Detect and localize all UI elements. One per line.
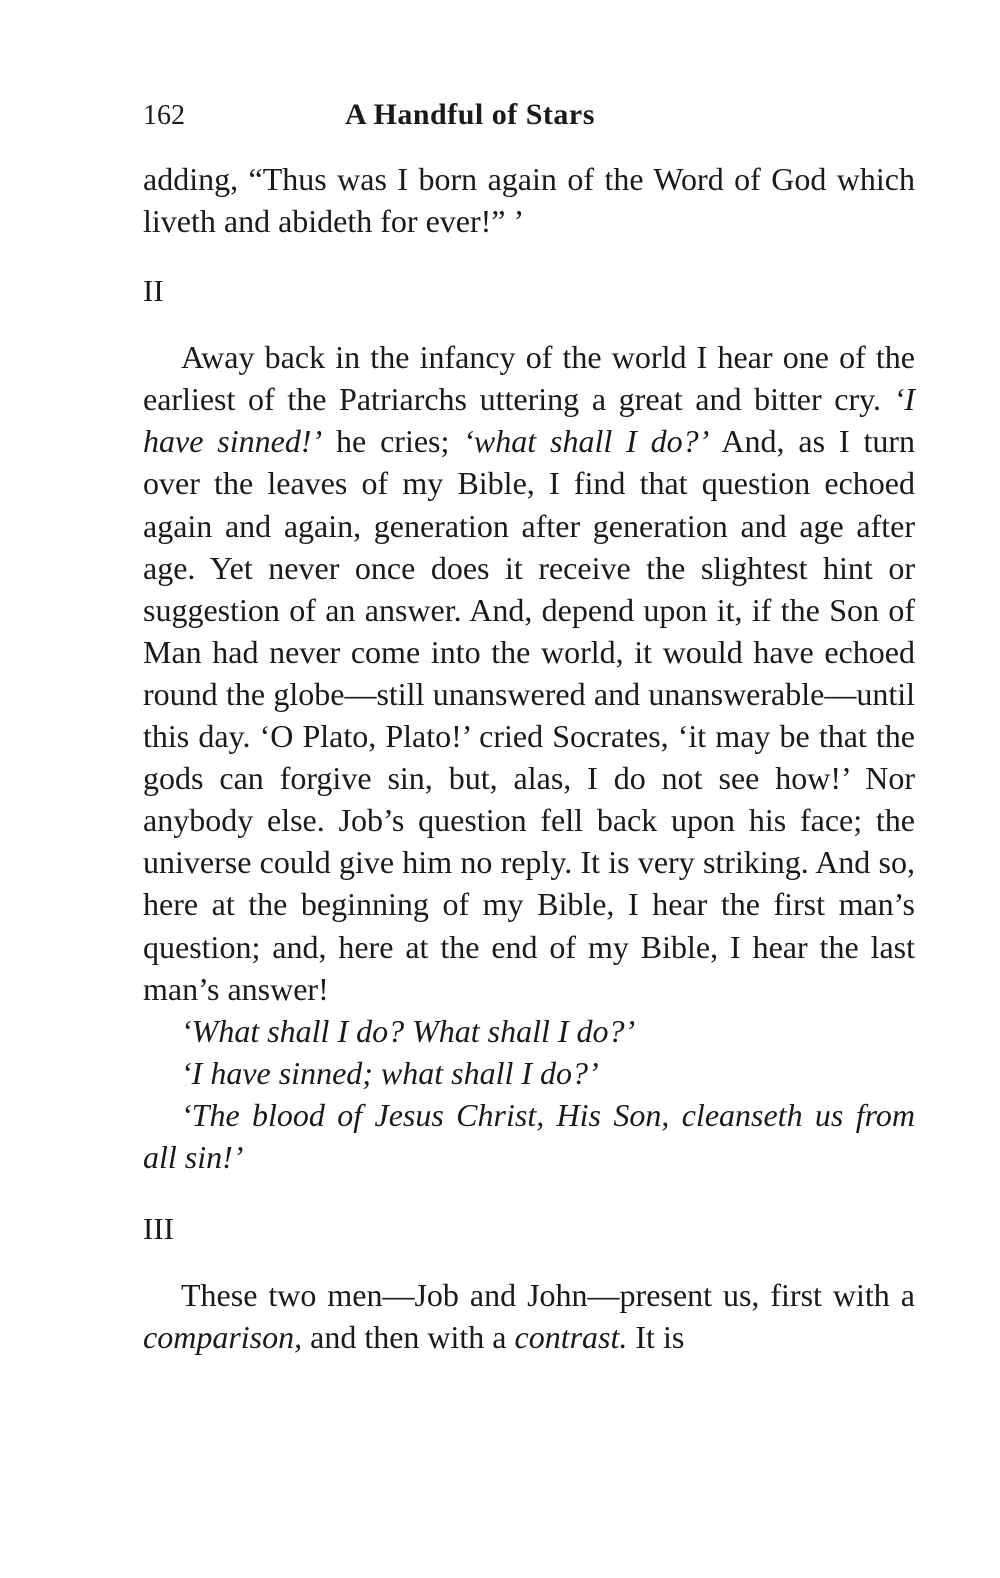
paragraph-text: he cries; — [322, 423, 464, 460]
emphasis-comparison: comparison, — [143, 1319, 303, 1356]
paragraph-text: And, as I turn over the leaves of my Bible, I find that question echoed again and again, generation after generation and age after age. Yet never once does it receive the slightest hint or suggestion of an answer. And, depend upon it, if the Son of Man had never come into the world, it would have echoed round the globe—still unanswered and unanswerable—until this day. ‘O Plato, Plato!’ cried Socrates, ‘it may be that the gods can forgive sin, but, alas, I do not see how!’ Nor anybody else. Job’s question fell back upon his face; the universe could give him no reply. It is very striking. And so, here at the beginning of my Bible, I hear the first man’s question; and, here at the end of my Bible, I hear the last man’s answer! — [143, 423, 916, 1007]
paragraph-text: It is — [627, 1319, 685, 1356]
book-page — [143, 92, 915, 1358]
paragraph-text: and then with a — [302, 1319, 515, 1356]
quote-i-have-sinned: ‘I have sinned!’ — [143, 381, 915, 460]
paragraph-text: These two men—Job and John—present us, first with a — [181, 1277, 915, 1314]
quote-what-shall-i-do: ‘what shall I do?’ — [463, 423, 710, 460]
page-number: 162 — [143, 100, 185, 131]
section-ii-paragraph — [143, 336, 915, 1010]
section-iii-paragraph — [143, 1274, 915, 1358]
running-head — [143, 92, 915, 142]
section-heading-iii: III — [143, 1211, 174, 1247]
opening-paragraph: adding, “Thus was I born again of the Word of God which liveth and abideth for ever!” ’ — [143, 161, 915, 240]
quote-line: ‘I have sinned; what shall I do?’ — [181, 1054, 599, 1091]
running-title: A Handful of Stars — [345, 98, 595, 131]
paragraph-text: Away back in the infancy of the world I hear one of the earliest of the Patriarchs uttering a great and bitter cry. — [143, 339, 915, 418]
quote-line: ‘The blood of Jesus Christ, His Son, cleanseth us from all sin!’ — [143, 1096, 915, 1175]
emphasis-contrast: contrast. — [514, 1319, 628, 1356]
section-heading-ii: II — [143, 273, 164, 309]
quote-line: ‘What shall I do? What shall I do?’ — [181, 1012, 636, 1049]
